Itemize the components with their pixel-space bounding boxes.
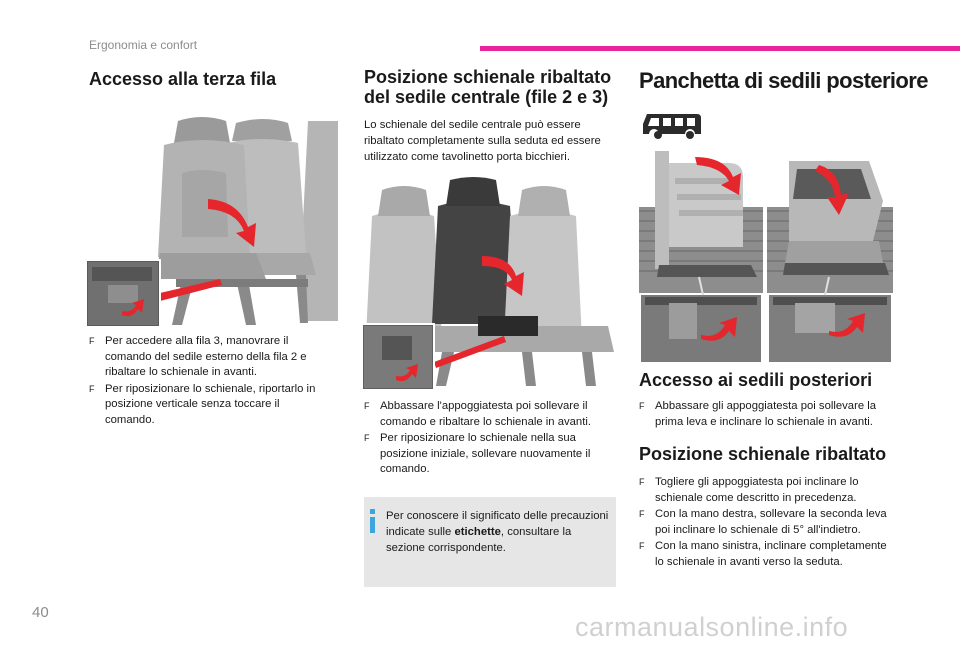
seat-illustration-third-row	[86, 113, 340, 327]
bullet-marker: F	[89, 383, 95, 394]
list-item: F Con la mano sinistra, inclinare completamente lo schienale in avanti verso la seduta.	[639, 540, 887, 568]
list-item: F Togliere gli appoggiatesta poi inclinare lo schienale come descritto in precedenza.	[639, 476, 859, 504]
info-text: Per conoscere il significato delle precauzioni indicate sulle etichette, consultare la sezione corrispondente.	[386, 510, 609, 554]
section-title-third-row: Accesso alla terza fila	[89, 69, 277, 89]
bullet-list-center-seat	[364, 399, 614, 479]
list-item: F Abbassare gli appoggiatesta poi sollevare la prima leva e inclinare lo schienale in avanti.	[639, 400, 877, 428]
list-item: F Abbassare l'appoggiatesta poi sollevare il comando e ribaltare lo schienale in avanti.	[364, 400, 592, 428]
bullet-list-folded-backrest	[639, 475, 889, 571]
list-item: F Per accedere alla fila 3, manovrare il comando del sedile esterno della fila 2 e ribaltare lo schienale in avanti.	[89, 335, 307, 378]
intro-paragraph: Lo schienale del sedile centrale può essere ribaltato completamente sulla seduta ed essere utilizzato come tavolinetto porta bicchieri.	[364, 119, 601, 163]
bullet-marker: F	[89, 336, 95, 346]
bullet-marker: F	[639, 509, 645, 519]
bench-illustration	[639, 147, 893, 364]
section-title-rear-access: Accesso ai sedili posteriori	[639, 370, 873, 390]
running-header: Ergonomia e confort	[89, 38, 198, 52]
list-item: F Per riposizionare lo schienale, riportarlo in posizione verticale senza toccare il comando.	[89, 382, 316, 426]
bullet-marker: F	[364, 401, 370, 411]
header-accent-bar	[480, 46, 960, 51]
section-title-folded-backrest: Posizione schienale ribaltato	[639, 444, 887, 464]
bullet-list-third-row	[89, 334, 329, 429]
list-item: F Per riposizionare lo schienale nella sua posizione iniziale, sollevare nuovamente il comando.	[364, 432, 591, 475]
info-bold-term: etichette	[454, 526, 501, 538]
seat-illustration-center-seat	[362, 176, 616, 390]
section-title-center-seat: Posizione schienale ribaltato del sedile centrale (file 2 e 3)	[364, 67, 612, 107]
info-icon	[370, 509, 375, 533]
section-title-rear-bench: Panchetta di sedili posteriore	[639, 68, 928, 93]
bullet-list-rear-access	[639, 399, 897, 431]
info-box-labels	[364, 497, 616, 587]
list-item: F Con la mano destra, sollevare la seconda leva poi inclinare lo schienale di 5° all'indietro.	[639, 508, 887, 536]
page-number: 40	[32, 604, 49, 621]
bullet-marker: F	[364, 433, 370, 443]
van-icon	[641, 110, 703, 140]
bullet-marker: F	[639, 541, 645, 551]
watermark: carmanualsonline.info	[575, 612, 849, 642]
bullet-marker: F	[639, 477, 645, 487]
bullet-marker: F	[639, 401, 645, 411]
